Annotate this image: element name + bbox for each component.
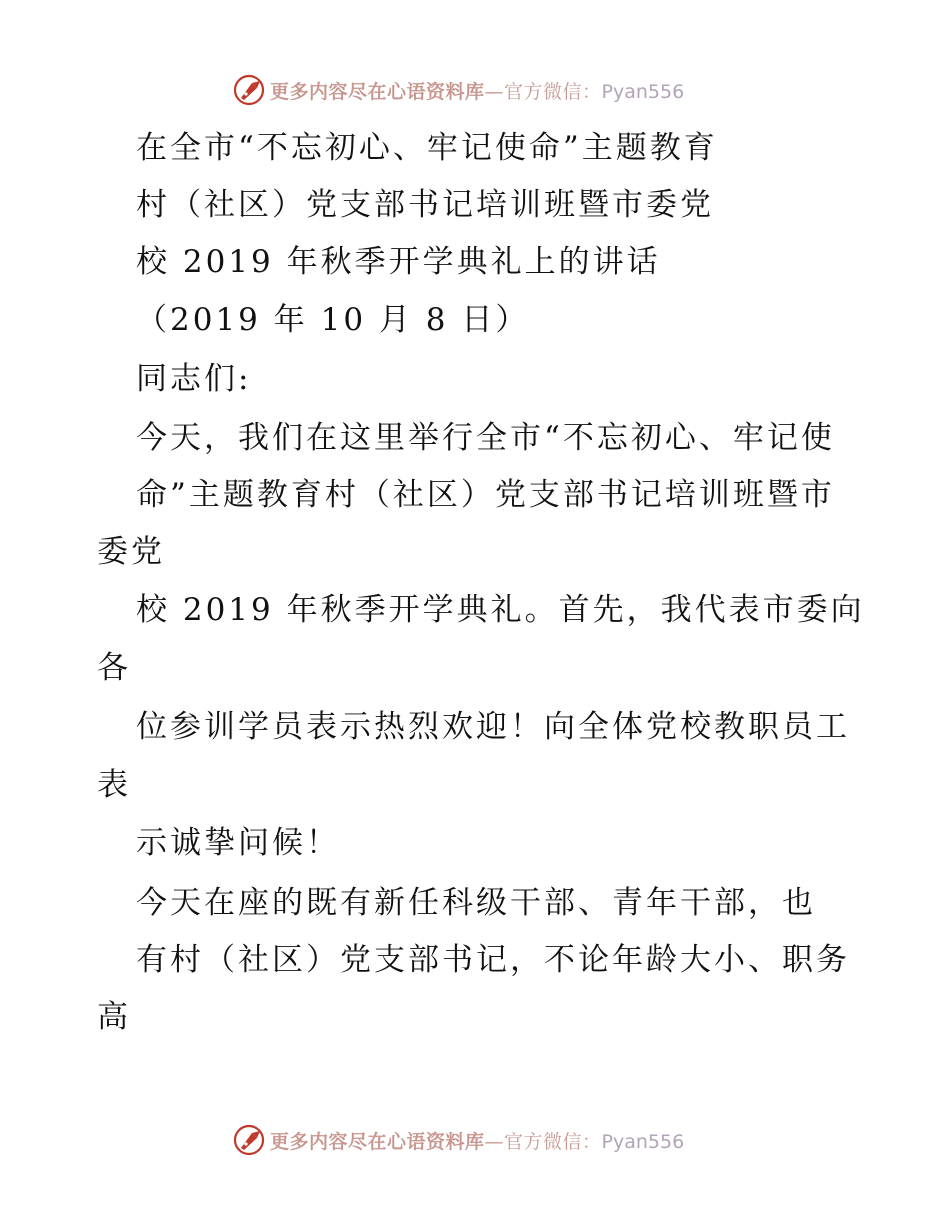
paragraph-line: 今天在座的既有新任科级干部、青年干部，也 [136,885,816,921]
paragraph-line: 今天，我们在这里举行全市“不忘初心、牢记使 [136,420,835,456]
watermark-part-3: Pyan556 [601,80,685,103]
paragraph-line: 位参训学员表示热烈欢迎！向全体党校教职员工 [136,709,850,745]
watermark-text [270,77,684,104]
watermark-part-2: —官方微信： [484,1130,602,1153]
pen-nib-logo-icon [232,1123,266,1157]
watermark-part-1: 更多内容尽在心语资料库 [270,80,485,103]
watermark-part-2: —官方微信： [484,80,602,103]
paragraph-line: 有村（社区）党支部书记，不论年龄大小、职务 [136,942,850,978]
paragraph-line: 委党 [97,534,165,570]
watermark-part-3: Pyan556 [601,1130,685,1153]
title-line-1: 在全市“不忘初心、牢记使命”主题教育 [136,130,718,166]
watermark-text [270,1127,684,1154]
footer-watermark-banner [232,1122,684,1158]
paragraph-line: 高 [97,999,131,1035]
title-line-2: 村（社区）党支部书记培训班暨市委党 [136,187,714,223]
header-watermark-banner [232,72,684,108]
paragraph-line: 命”主题教育村（社区）党支部书记培训班暨市 [136,477,835,513]
pen-nib-logo-icon [232,73,266,107]
paragraph-line: 表 [97,767,131,803]
paragraph-line: 示诚挚问候！ [136,825,340,861]
salutation: 同志们: [136,361,252,397]
date-line: （2019 年 10 月 8 日） [136,302,530,338]
paragraph-line: 各 [97,650,131,686]
title-line-3: 校 2019 年秋季开学典礼上的讲话 [136,244,661,280]
watermark-part-1: 更多内容尽在心语资料库 [270,1130,485,1153]
paragraph-line: 校 2019 年秋季开学典礼。首先，我代表市委向 [136,592,865,628]
